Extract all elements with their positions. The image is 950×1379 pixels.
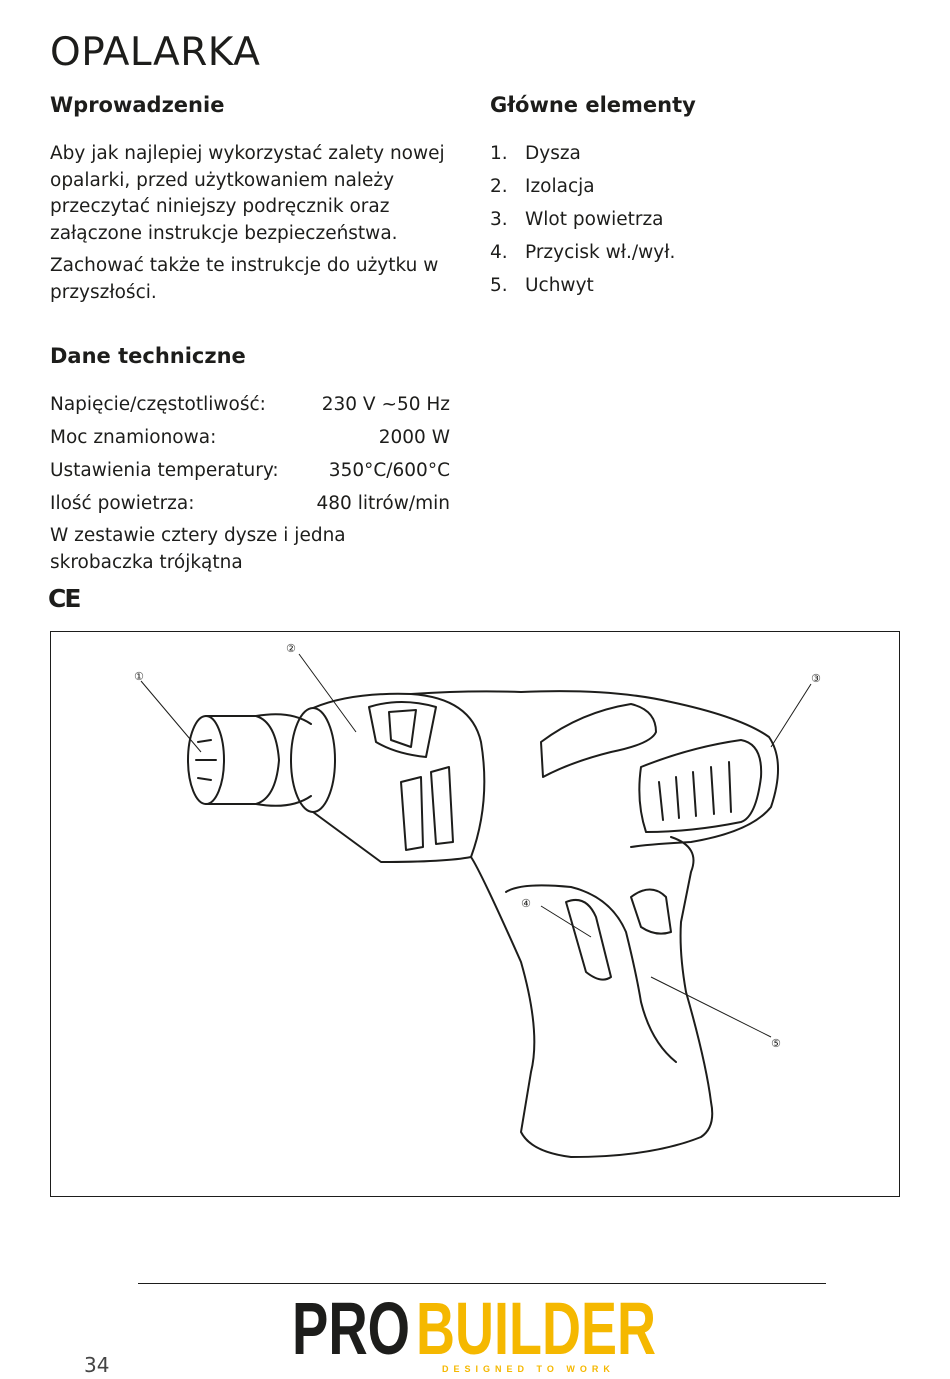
list-item (490, 239, 675, 272)
item-label: Przycisk wł./wył. (525, 242, 676, 263)
logo-tagline: DESIGNED TO WORK (442, 1364, 615, 1374)
spec-value: 350°C/600°C (328, 460, 450, 481)
spec-label: Ilość powietrza: (50, 493, 195, 514)
tech-heading: Dane techniczne (50, 344, 246, 368)
intro-paragraph-1: Aby jak najlepiej wykorzystać zalety nowej opalarki, przed użytkowaniem należy przeczytać niniejszy podręcznik oraz załączone instrukcje bezpieczeństwa. (50, 143, 445, 244)
item-number: 2. (490, 176, 508, 197)
elements-heading: Główne elementy (490, 93, 696, 117)
callout-4: ④ (521, 897, 531, 910)
item-label: Dysza (525, 143, 581, 164)
spec-value: 2000 W (378, 427, 450, 448)
item-label: Izolacja (525, 176, 595, 197)
ce-mark: CE (48, 584, 80, 613)
intro-paragraph-2: Zachować także te instrukcje do użytku w przyszłości. (50, 255, 439, 303)
intro-heading: Wprowadzenie (50, 93, 225, 117)
item-number: 4. (490, 242, 508, 263)
elements-list (490, 140, 675, 305)
logo-builder: BUILDER (416, 1290, 656, 1370)
spec-label: Napięcie/częstotliwość: (50, 394, 266, 415)
heat-gun-drawing (51, 632, 901, 1198)
page-title: OPALARKA (50, 30, 261, 75)
callout-3: ③ (811, 672, 821, 685)
item-label: Wlot powietrza (525, 209, 664, 230)
kit-contents: W zestawie cztery dysze i jedna skrobaczka trójkątna (50, 525, 346, 573)
callout-1: ① (134, 670, 144, 683)
spec-table (50, 391, 450, 523)
footer-divider (138, 1283, 826, 1284)
spec-value: 480 litrów/min (316, 493, 450, 514)
list-item (490, 206, 675, 239)
page-number: 34 (84, 1353, 110, 1377)
spec-row (50, 391, 450, 424)
item-number: 1. (490, 143, 508, 164)
spec-value: 230 V ~50 Hz (321, 394, 450, 415)
callout-5: ⑤ (771, 1037, 781, 1050)
item-number: 3. (490, 209, 508, 230)
spec-label: Ustawienia temperatury: (50, 460, 279, 481)
list-item (490, 173, 675, 206)
list-item (490, 140, 675, 173)
spec-row (50, 424, 450, 457)
callout-2: ② (286, 642, 296, 655)
spec-row (50, 490, 450, 523)
heat-gun-figure (50, 631, 900, 1197)
list-item (490, 272, 675, 305)
logo-pro: PRO (292, 1290, 410, 1370)
item-label: Uchwyt (525, 275, 594, 296)
item-number: 5. (490, 275, 508, 296)
spec-row (50, 457, 450, 490)
probuilder-logo (292, 1290, 662, 1376)
spec-label: Moc znamionowa: (50, 427, 217, 448)
